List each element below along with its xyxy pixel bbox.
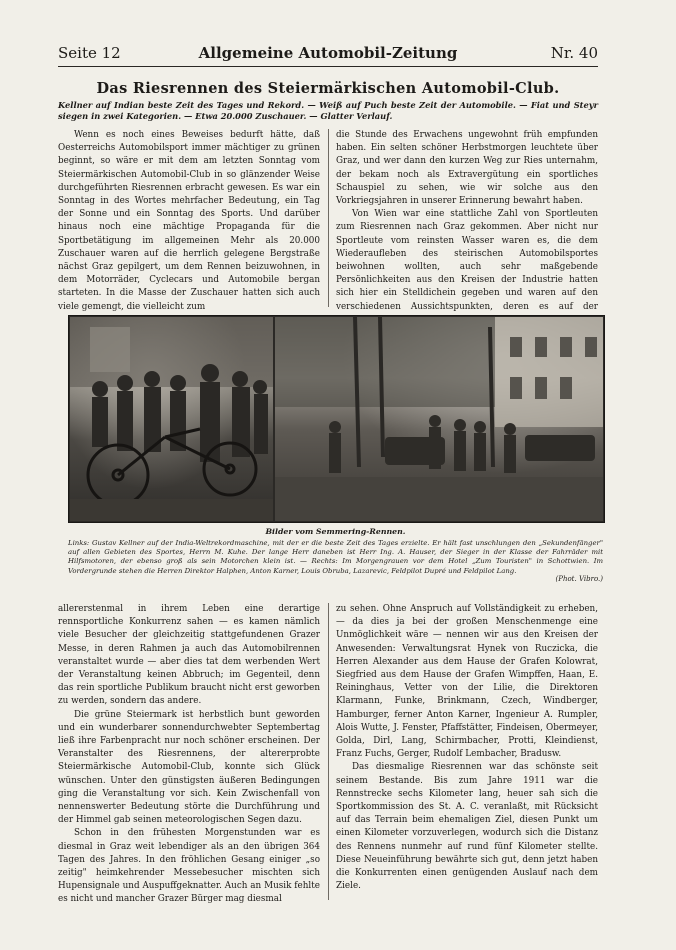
- article-title: Das Riesrennen des Steiermärkischen Automobil-Club.: [96, 80, 560, 97]
- paragraph: Schon in den frühesten Morgenstunden war es diesmal in Graz weit lebendiger als an den übrigen 364 Tagen des Jahres. In den fröhlichen Gesang einiger „so zeitig" heimkehrender Messebesucher mischten sich Hupensignale und Auspuffgeknatter. Auch an Musik fehlte es nicht und mancher Grazer Bürger mag diesmal: [58, 828, 320, 905]
- column-top-right: [336, 129, 598, 312]
- figure-title: Bilder vom Semmering-Rennen.: [265, 527, 406, 536]
- paragraph: allererstenmal in ihrem Leben eine derartige rennsportliche Konkurrenz sahen — es kamen nämlich viele Besucher der gleichzeitig stattgefundenen Grazer Messe, in deren Rahmen ja auch das Automobilrennen veranstaltet wurde — aber dies tat dem werbenden Wert der Veranstaltung keinen Abbruch; im Gegenteil, denn das rein sportliche Publikum braucht nicht erst geworben zu werden, sondern das andere.: [58, 604, 320, 707]
- paragraph: Wenn es noch eines Beweises bedurft hätte, daß Oesterreichs Automobilsport immer mächtiger zu grünen beginnt, so wäre er mit dem am letzten Sonntag vom Steiermärkischen Automobil-Club in so glänzender Weise durchgeführten Riesrennen erbracht gewesen. Es war ein Sonntag in des Wortes mehrfacher Bedeutung, ein Tag der Sonne und ein Sonntag des Sports. Und darüber hinaus noch eine mächtige Propaganda für die Sportbetätigung im allgemeinen Mehr als 20.000 Zuschauer waren auf die herrlich gelegene Bergstraße nächst Graz gepilgert, um dem Rennen beizuwohnen, in dem Motorräder, Cyclecars und Automobile bergan starteten. In die Masse der Zuschauer hatten sich auch viele gemengt, die vielleicht zum: [58, 130, 320, 312]
- article-subtitle: Kellner auf Indian beste Zeit des Tages und Rekord. — Weiß auf Puch beste Zeit der Automobile. — Fiat und Steyr siegen in zwei Kategorien. — Etwa 20.000 Zuschauer. — Glatter Verlauf.: [58, 100, 598, 121]
- column-bottom-left: [58, 603, 320, 905]
- photo-credit: (Phot. Vibro.): [555, 575, 603, 583]
- paragraph: Das diesmalige Riesrennen war das schönste seit seinem Bestande. Bis zum Jahre 1911 war die Rennstrecke sechs Kilometer lang, heuer sah sich die Sportkommission des St. A. C. veranlaßt, mit Rücksicht auf das Terrain beim ehemaligen Ziel, diesen Punkt um einen Kilometer vorzuverlegen, wodurch sich die Distanz des Rennens nunmehr auf rund fünf Kilometer stellte. Diese Neueinführung bewährte sich gut, denn jetzt haben die Konkurrenten einen genügenden Auslauf nach dem Ziele.: [336, 762, 598, 892]
- photo-kellner-motorcycle: [70, 317, 273, 521]
- column-divider: [328, 603, 329, 900]
- paragraph: die Stunde des Erwachens ungewohnt früh empfunden haben. Ein selten schöner Herbstmorgen leuchtete über Graz, und wer dann den kurzen Weg zur Ries unternahm, der bekam noch als Extravergütung ein sportliches Schauspiel zu sehen, wie wir solche aus den Vorkriegsjahren in unserer Erinnerung bewahrt haben.: [336, 130, 598, 207]
- journal-title: Allgemeine Automobil-Zeitung: [198, 44, 458, 62]
- column-top-left: [58, 129, 320, 312]
- photo-spread: [68, 315, 605, 523]
- street-scene-illustration: [275, 317, 603, 521]
- figure-caption: Links: Gustav Kellner auf der India-Weltrekordmaschine, mit der er die beste Zeit des Tages erzielte. Er hält fast unschlungen den „Sekundenfänger" auf allen Gebieten des Sportes, Herrn M. Kuhe. Der lange Herr daneben ist Herr Ing. A. Hauser, der Sieger in der Klasse der Fahrräder mit Hilfsmotoren, der ebenso groß als sein Motorchen klein ist. — Rechts: Im Morgengrauen vor dem Hotel „Zum Touristen" in Schottwien. Im Vordergrunde stehen die Herren Direktor Halphen, Anton Karner, Louis Obruba, Lazarevic, Feldpilot Dupré und Feldpilot Lang.: [68, 539, 603, 575]
- paragraph: zu sehen. Ohne Anspruch auf Vollständigkeit zu erheben, — da dies ja bei der großen Menschenmenge eine Unmöglichkeit wäre — nennen wir aus den Kreisen der Anwesenden: Verwaltungsrat Hynek von Ruczicka, die Herren Alexander aus dem Hause der Grafen Kolowrat, Siegfried aus dem Hause der Grafen Wimpffen, Haan, E. Reininghaus, Vetter von der Lilie, die Direktoren Klarmann, Funke, Brinkmann, Czech, Windberger, Hamburger, ferner Anton Karner, Ingenieur A. Rumpler, Alois Wutte, J. Fenster, Pfaffstätter, Findeisen, Obermeyer, Golda, Dirl, Lang, Schirmbacher, Protti, Kleindienst, Franz Fuchs, Gerger, Rudolf Lembacher, Bradusw.: [336, 604, 598, 760]
- page-number: Seite 12: [58, 44, 121, 62]
- photo-hotel-schottwien: [275, 317, 603, 521]
- page-header: [58, 44, 598, 67]
- column-bottom-right: [336, 603, 598, 900]
- motorcycle-scene-illustration: [70, 317, 273, 521]
- column-divider: [328, 129, 329, 307]
- paragraph: Die grüne Steiermark ist herbstlich bunt geworden und ein wunderbarer sonnendurchwebter Septembertag ließ ihre Farbenpracht nur noch schöner erscheinen. Der Veranstalter des Riesrennens, der altererprobte Steiermärkische Automobil-Club, konnte sich Glück wünschen. Unter den günstigsten äußeren Bedingungen ging die Veranstaltung vor sich. Kein Zwischenfall von nennenswerter Bedeutung störte die Durchführung und der Himmel gab seinen meteorologischen Segen dazu.: [58, 709, 320, 826]
- issue-number: Nr. 40: [550, 44, 598, 62]
- paragraph: Von Wien war eine stattliche Zahl von Sportleuten zum Riesrennen nach Graz gekommen. Aber nicht nur Sportleute vom reinsten Wasser waren es, die dem Wiederaufleben des steirischen Automobilsportes beiwohnen wollten, auch sehr maßgebende Persönlichkeiten aus den Kreisen der Industrie hatten sich hier ein Stelldichein gegeben und waren auf den verschiedenen Aussichtspunkten, deren es auf der: [336, 209, 598, 312]
